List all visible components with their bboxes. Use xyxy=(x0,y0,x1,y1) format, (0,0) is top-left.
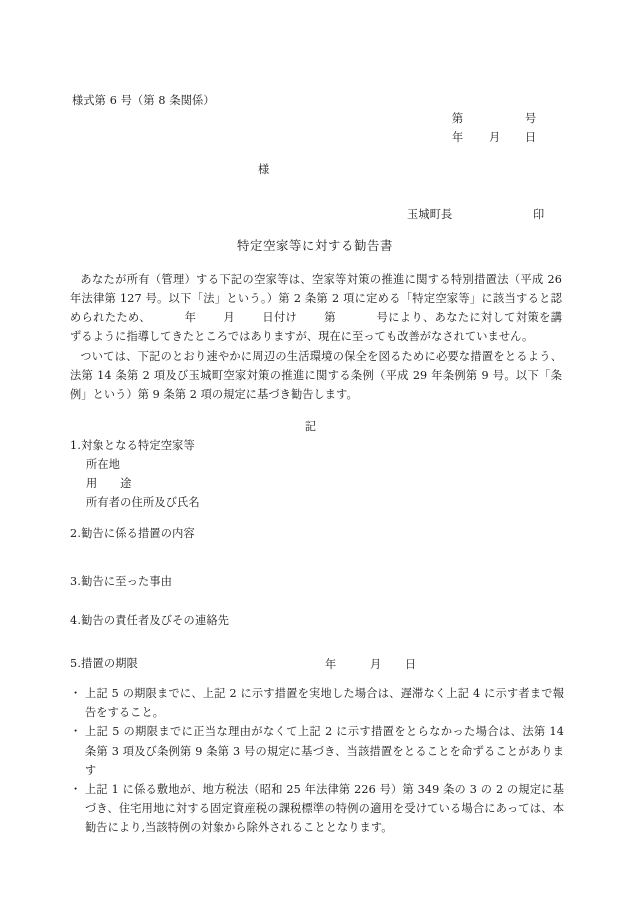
notes-list xyxy=(70,684,564,838)
deadline-month-label: 月 xyxy=(370,658,382,671)
intro-blank-day: 日付け xyxy=(262,311,298,325)
bullet-icon: ・ xyxy=(70,725,82,739)
form-number: 様式第 6 号（第 8 条関係） xyxy=(72,94,215,107)
page-title: 特定空家等に対する勧告書 xyxy=(237,238,393,253)
request-text: ついては、下記のとおり速やかに周辺の生活環境の保全を図るために必要な措置をとるよう、法第 14 条第 2 項及び玉城町空家対策の推進に関する条例（平成 29 年条例第 9 号。以下「条例」という）第 9 条第 2 項の規定に基づき勧告します。 xyxy=(70,350,562,402)
list-item-5-heading: 5.措置の期限 xyxy=(70,657,139,670)
intro-blank-year: 年 xyxy=(184,311,197,325)
seal-mark: 印 xyxy=(533,208,545,221)
list-item-3-heading: 3.勧告に至った事由 xyxy=(70,575,173,588)
ki-marker: 記 xyxy=(304,420,317,433)
note-item xyxy=(70,780,564,838)
intro-paragraph xyxy=(70,270,562,346)
list-item-1-owner: 所有者の住所及び氏名 xyxy=(86,496,200,509)
issuer-name: 玉城町長 xyxy=(407,208,453,221)
list-item-1-usage: 用 途 xyxy=(86,477,132,490)
addressee-honorific: 様 xyxy=(258,163,270,176)
note-item xyxy=(70,722,564,780)
list-item-2-heading: 2.勧告に係る措置の内容 xyxy=(70,527,195,540)
issue-date-day-label: 日 xyxy=(525,131,537,144)
intro-text-part2: 号により、あなたに対して対策を講ずるように指導してきたところではありますが、現在に至っても改善がなされていません。 xyxy=(70,311,562,344)
issue-date-year-label: 年 xyxy=(452,131,464,144)
intro-blank-month: 月 xyxy=(223,311,236,325)
document-number-prefix: 第 xyxy=(452,112,464,125)
note-text-3: 上記 1 に係る敷地が、地方税法（昭和 25 年法律第 226 号）第 349 条の 3 の 2 の規定に基づき、住宅用地に対する固定資産税の課税標準の特例の適用を受けている場合にあっては、本勧告により,当該特例の対象から除外されることとなります。 xyxy=(85,783,564,835)
list-item-4-heading: 4.勧告の責任者及びその連絡先 xyxy=(70,614,230,627)
deadline-day-label: 日 xyxy=(405,658,417,671)
list-item-1-heading: 1.対象となる特定空家等 xyxy=(70,439,195,452)
bullet-icon: ・ xyxy=(70,783,82,797)
note-item xyxy=(70,684,564,722)
list-item-1-location: 所在地 xyxy=(86,458,121,471)
intro-blank-number-prefix: 第 xyxy=(324,311,336,325)
issue-date-month-label: 月 xyxy=(489,131,501,144)
deadline-year-label: 年 xyxy=(325,658,337,671)
request-paragraph xyxy=(70,347,562,404)
note-text-2: 上記 5 の期限までに正当な理由がなくて上記 2 に示す措置をとらなかった場合は、法第 14 条第 3 項及び条例第 9 条第 3 号の規定に基づき、当該措置をとることを命ずることがあります xyxy=(85,725,564,777)
note-text-1: 上記 5 の期限までに、上記 2 に示す措置を実地した場合は、遅滞なく上記 4 に示す者まで報告をすること。 xyxy=(85,687,564,720)
document-number-suffix: 号 xyxy=(525,112,537,125)
bullet-icon: ・ xyxy=(70,687,82,700)
intro-text-part1: あなたが所有（管理）する下記の空家等は、空家等対策の推進に関する特別措置法（平成 26 年法律第 127 号。以下「法」という。）第 2 条第 2 項に定める「特定空家等」に該当すると認められたため、 xyxy=(70,273,562,325)
